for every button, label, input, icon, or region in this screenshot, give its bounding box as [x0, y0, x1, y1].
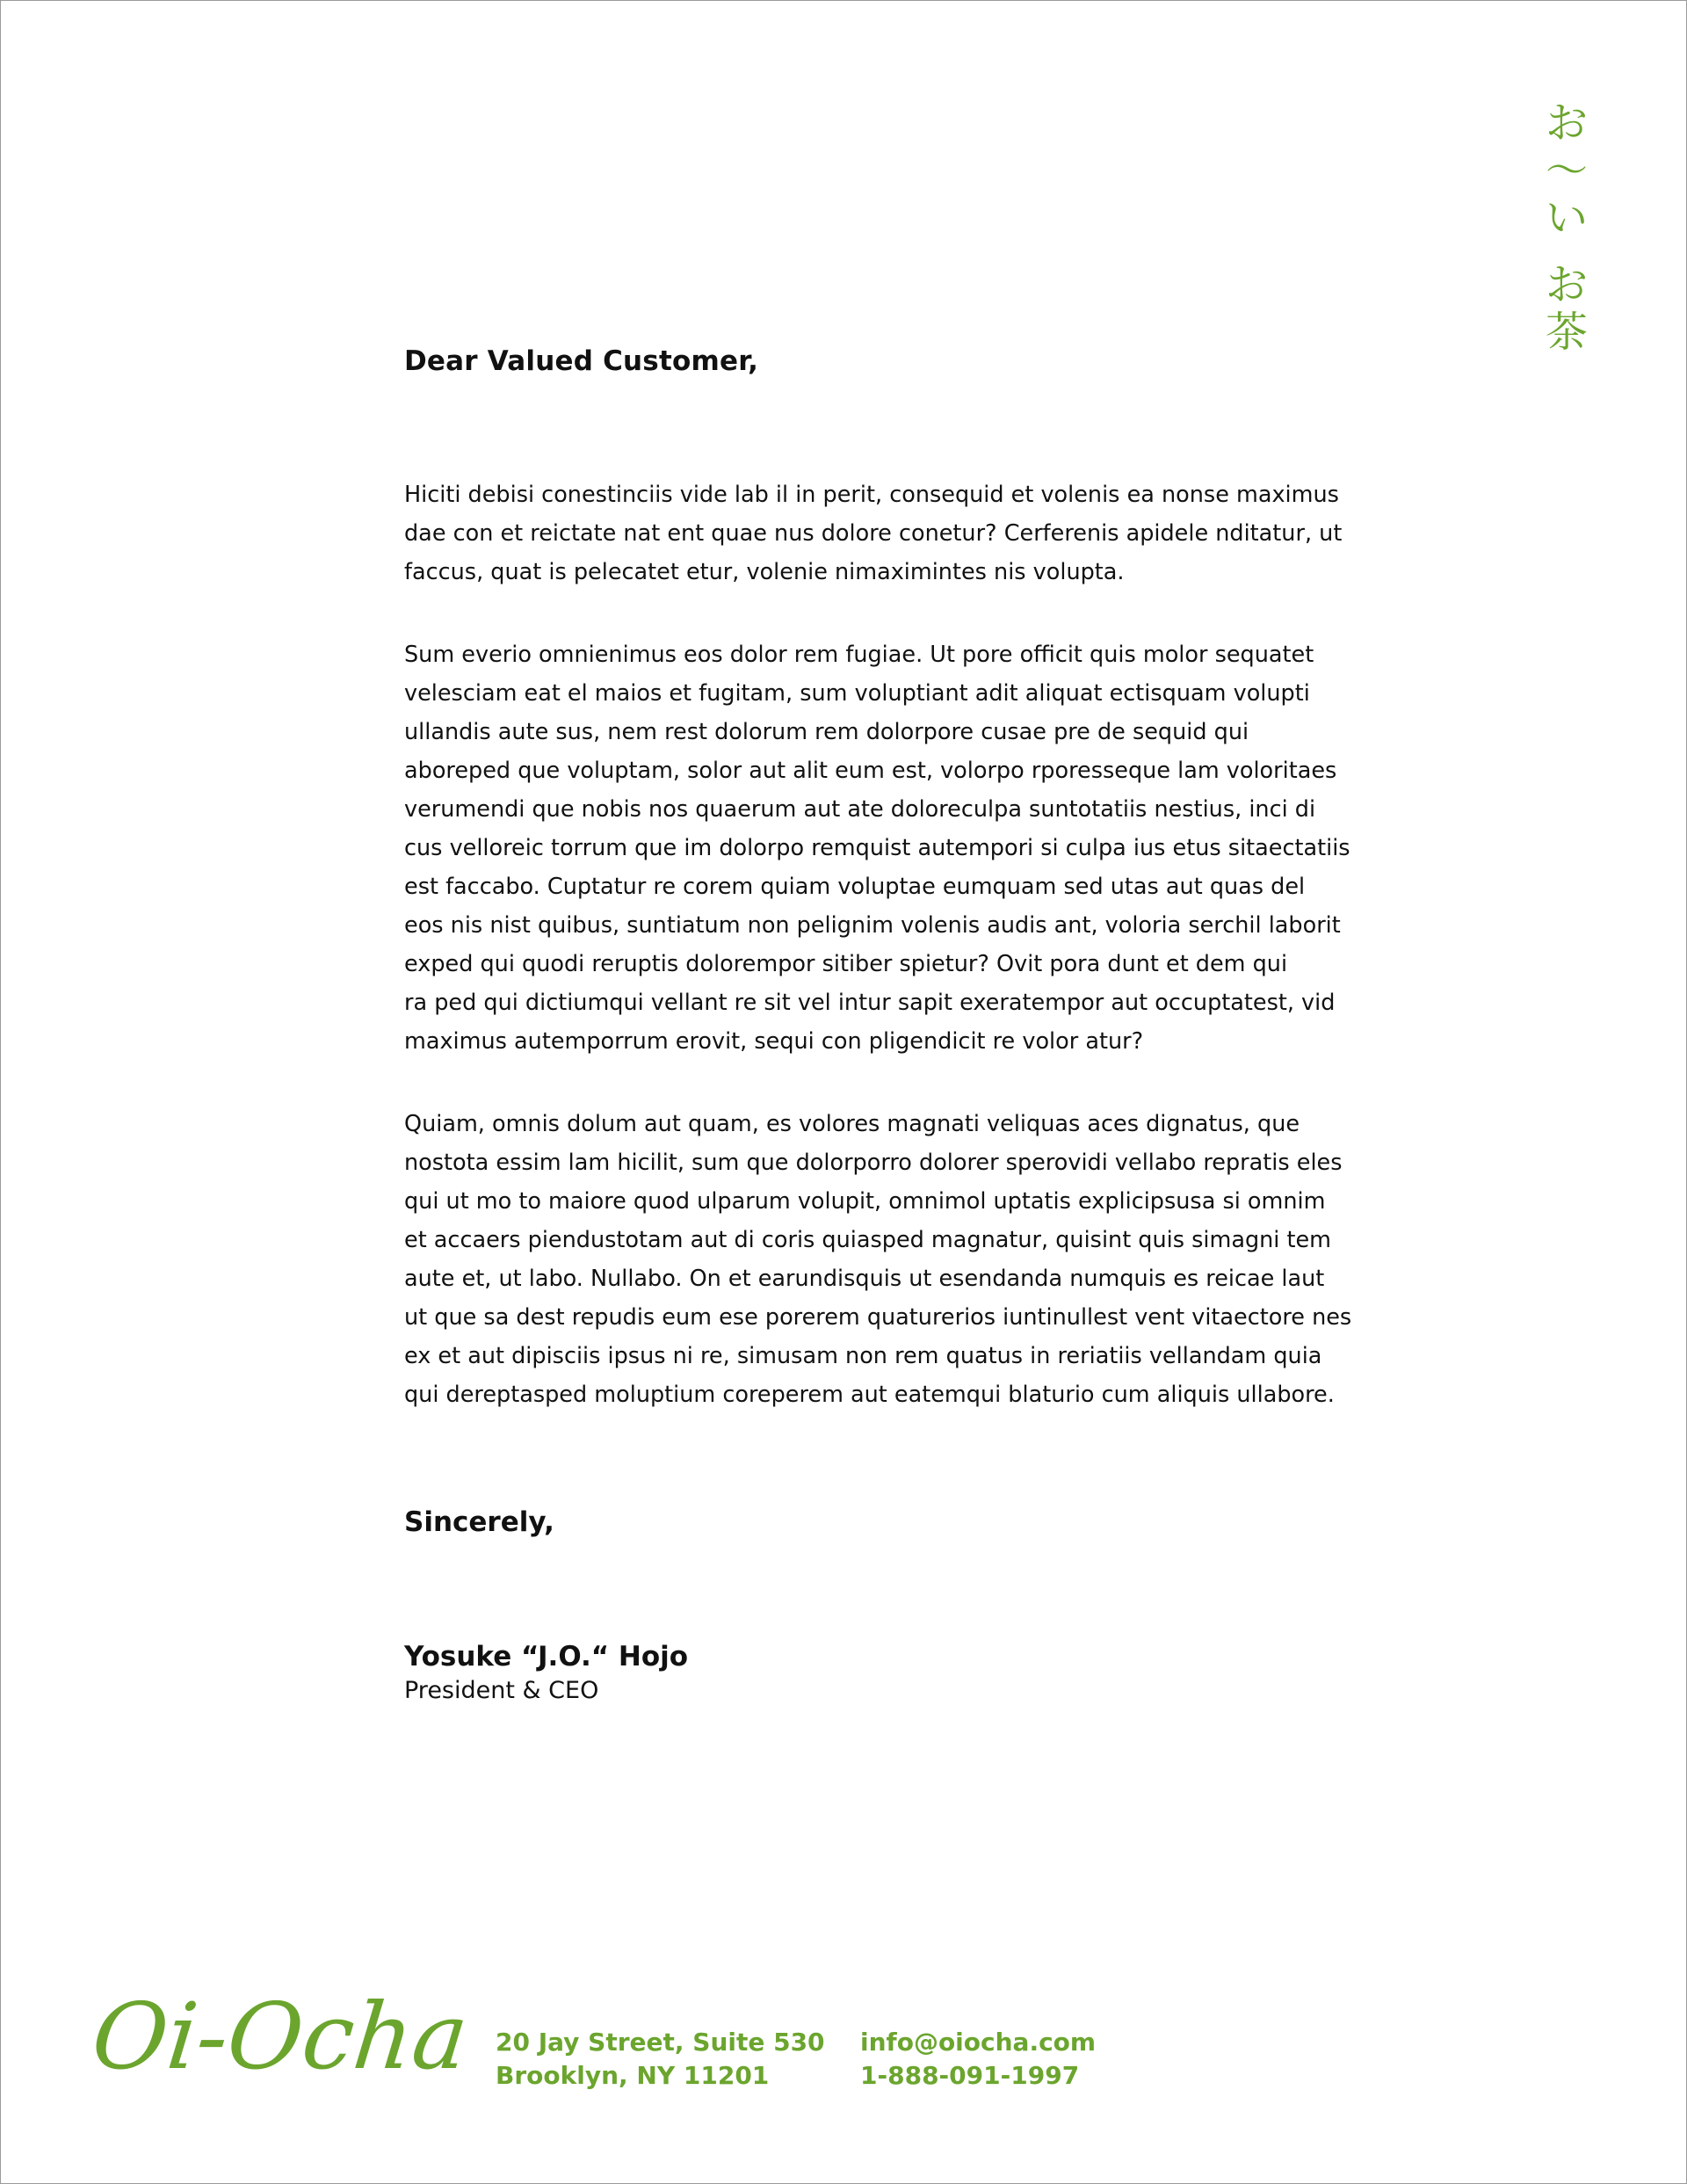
text-line: ut que sa dest repudis eum ese porerem quaturerios iuntinullest vent vitaectore nes	[404, 1304, 1352, 1331]
mark-char-3: い	[1545, 193, 1588, 243]
email-link[interactable]: info@oiocha.com	[860, 2028, 1097, 2057]
phone-number: 1-888-091-1997	[860, 2061, 1080, 2090]
paragraph-3	[404, 1105, 1352, 1414]
text-line: verumendi que nobis nos quaerum aut ate doloreculpa suntotatiis nestius, inci di	[404, 796, 1316, 823]
mark-char-5: 茶	[1545, 308, 1588, 357]
text-line: aboreped que voluptam, solor aut alit eum est, volorpo rporesseque lam voloritaes	[404, 758, 1337, 784]
footer-address	[496, 2026, 825, 2093]
text-line: Quiam, omnis dolum aut quam, es volores magnati veliquas aces dignatus, que	[404, 1111, 1300, 1137]
letter-paragraphs	[404, 475, 1352, 1458]
text-line: ullandis aute sus, nem rest dolorum rem dolorpore cusae pre de sequid qui	[404, 719, 1249, 745]
text-line: qui dereptasped moluptium coreperem aut eatemqui blaturio cum aliquis ullabore.	[404, 1382, 1335, 1408]
text-line: eos nis nist quibus, suntiatum non pelignim volenis audis ant, voloria serchil laborit	[404, 912, 1341, 939]
paragraph-2	[404, 635, 1350, 1061]
text-line: dae con et reictate nat ent quae nus dolore conetur? Cerferenis apidele nditatur, ut	[404, 520, 1343, 547]
text-line: ex et aut dipisciis ipsus ni re, simusam non rem quatus in reriatiis vellandam quia	[404, 1343, 1322, 1369]
greeting: Dear Valued Customer,	[404, 345, 759, 377]
text-line: cus velloreic torrum que im dolorpo remquist autempori si culpa ius etus sitaectatiis	[404, 835, 1350, 861]
signer-title: President & CEO	[404, 1677, 599, 1704]
text-line: aute et, ut labo. Nullabo. On et earundisquis ut esendanda numquis es reicae laut	[404, 1266, 1325, 1292]
text-line: nostota essim lam hicilit, sum que dolorporro dolorer sperovidi vellabo repratis eles	[404, 1150, 1343, 1176]
text-line: faccus, quat is pelecatet etur, volenie nimaximintes nis volupta.	[404, 559, 1125, 585]
closing: Sincerely,	[404, 1506, 554, 1538]
footer-contact	[860, 2026, 1096, 2093]
logo-wordmark	[87, 1977, 474, 2091]
signer-name: Yosuke “J.O.“ Hojo	[404, 1641, 689, 1672]
mark-char-1: お	[1545, 98, 1588, 148]
logo-text: Oi-Ocha	[87, 1983, 474, 2090]
vertical-japanese-mark	[1540, 99, 1593, 356]
text-line: ra ped qui dictiumqui vellant re sit vel intur sapit exeratempor aut occuptatest, vid	[404, 990, 1336, 1016]
text-line: maximus autemporrum erovit, sequi con pligendicit re volor atur?	[404, 1028, 1144, 1055]
text-line: velesciam eat el maios et fugitam, sum voluptiant adit aliquat ectisquam volupti	[404, 680, 1310, 707]
text-line: Sum everio omnienimus eos dolor rem fugiae. Ut pore officit quis molor sequatet	[404, 642, 1314, 668]
text-line: et accaers piendustotam aut di coris quiasped magnatur, quisint quis simagni tem	[404, 1227, 1332, 1253]
mark-gap	[1540, 242, 1593, 261]
text-line: exped qui quodi reruptis dolorempor sitiber spietur? Ovit pora dunt et dem qui	[404, 951, 1288, 977]
address-line-1: 20 Jay Street, Suite 530	[496, 2028, 825, 2057]
mark-char-2: 〜	[1545, 146, 1588, 195]
oi-ocha-logo	[87, 1977, 474, 2091]
text-line: qui ut mo to maiore quod ulparum volupit, omnimol uptatis explicipsusa si omnim	[404, 1188, 1326, 1215]
mark-char-4: お	[1545, 260, 1588, 309]
text-line: Hiciti debisi conestinciis vide lab il in perit, consequid et volenis ea nonse maximus	[404, 482, 1339, 508]
address-line-2: Brooklyn, NY 11201	[496, 2061, 770, 2090]
paragraph-1	[404, 475, 1343, 591]
text-line: est faccabo. Cuptatur re corem quiam voluptae eumquam sed utas aut quas del	[404, 874, 1306, 900]
